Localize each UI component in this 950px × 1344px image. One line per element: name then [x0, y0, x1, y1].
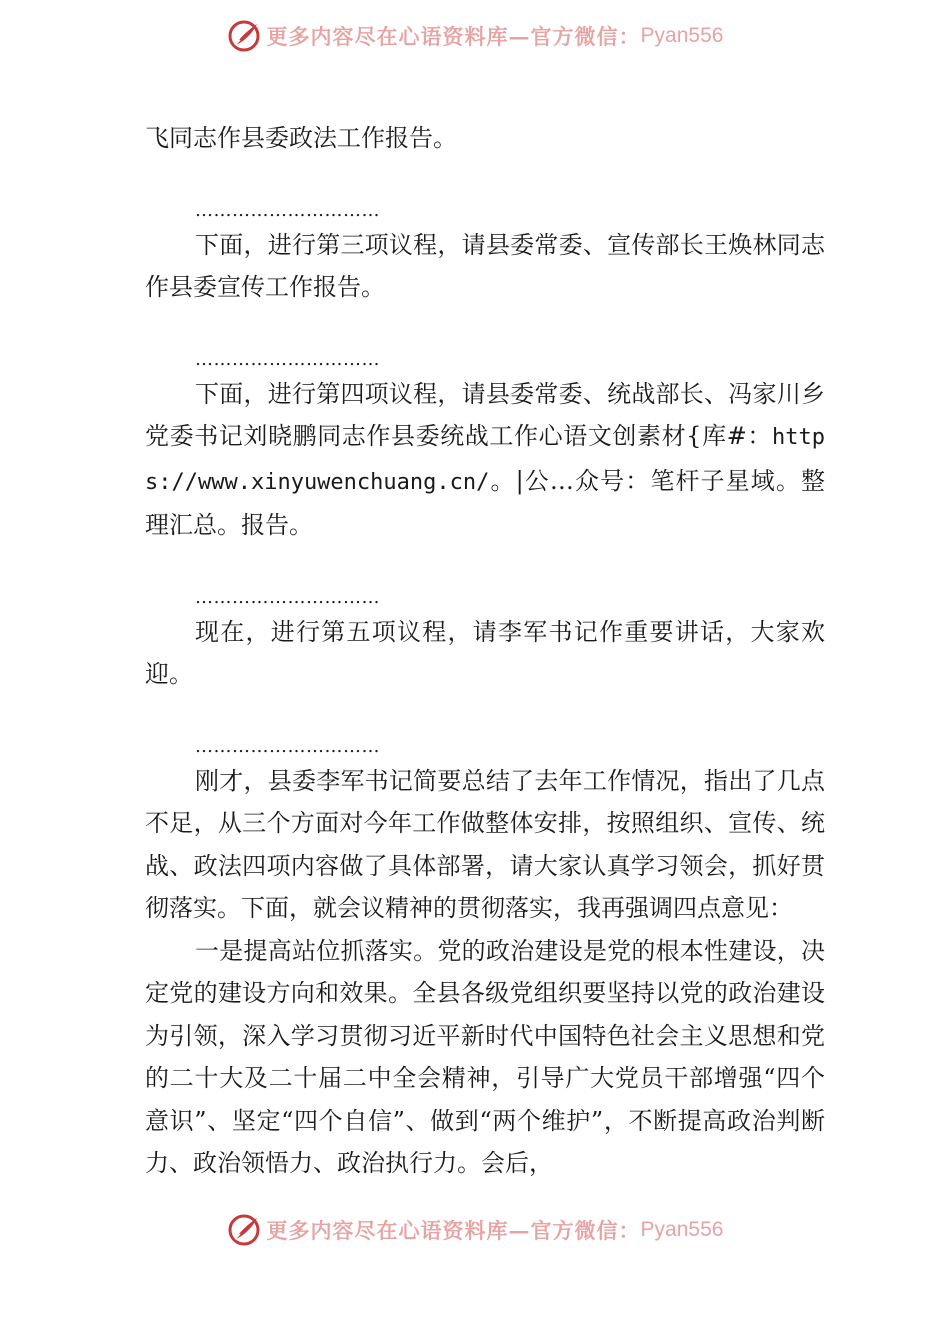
paragraph [145, 373, 825, 547]
paragraph: 飞同志作县委政法工作报告。 [145, 124, 457, 152]
document-body [145, 117, 825, 1185]
quill-logo-icon [227, 19, 261, 53]
footer-wechat-id: Pyan556 [640, 1218, 724, 1241]
header-banner-text: 更多内容尽在心语资料库—官方微信： [266, 24, 641, 49]
paragraph-text: 。|公…众号：笔杆子星域。整理汇总。报告。 [145, 466, 825, 539]
ellipsis-divider: ………………………… [195, 586, 380, 608]
footer-banner [0, 1208, 950, 1252]
footer-banner-text: 更多内容尽在心语资料库—官方微信： [266, 1218, 641, 1243]
ellipsis-divider: ………………………… [195, 348, 380, 370]
paragraph: 现在，进行第五项议程，请李军书记作重要讲话，大家欢迎。 [145, 617, 825, 688]
quill-logo-icon [227, 1213, 261, 1247]
ellipsis-divider: ………………………… [195, 199, 380, 221]
paragraph: 一是提高站位抓落实。党的政治建设是党的根本性建设，决定党的建设方向和效果。全县各级党组织要坚持以党的政治建设为引领，深入学习贯彻习近平新时代中国特色社会主义思想和党的二十大及二十届二中全会精神，引导广大党员干部增强“四个意识”、坚定“四个自信”、做到“两个维护”，不断提高政治判断力、政治领悟力、政治执行力。会后， [145, 936, 825, 1177]
paragraph-text: 下面，进行第四项议程，请县委常委、统战部长、冯家川乡党委书记刘晓鹏同志作县委统战工作心语文创素材{库#： [145, 379, 825, 450]
ellipsis-divider: ………………………… [195, 735, 380, 757]
source-url: https://www.xinyuwenchuang.cn/ [145, 425, 825, 495]
paragraph: 下面，进行第三项议程，请县委常委、宣传部长王焕林同志作县委宣传工作报告。 [145, 230, 825, 301]
header-banner [0, 14, 950, 58]
header-wechat-id: Pyan556 [640, 24, 724, 47]
paragraph: 刚才，县委李军书记简要总结了去年工作情况，指出了几点不足，从三个方面对今年工作做整体安排，按照组织、宣传、统战、政法四项内容做了具体部署，请大家认真学习领会，抓好贯彻落实。下面，就会议精神的贯彻落实，我再强调四点意见： [145, 766, 825, 922]
